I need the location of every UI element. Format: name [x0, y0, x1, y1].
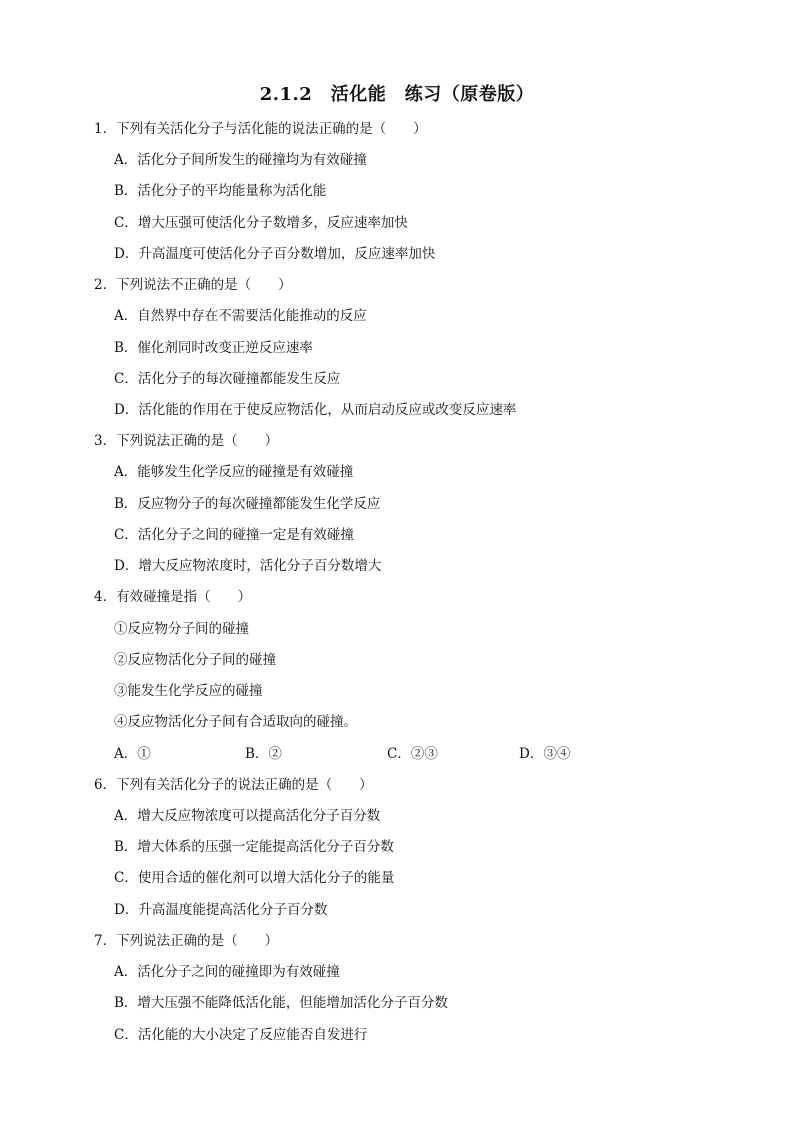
question-6-stem: 6．下列有关活化分子的说法正确的是（ ） — [94, 777, 373, 793]
question-7-stem: 7．下列说法正确的是（ ） — [94, 933, 279, 949]
question-2-option-c: C．活化分子的每次碰撞都能发生反应 — [114, 371, 341, 387]
question-2-option-d: D．活化能的作用在于使反应物活化，从而启动反应或改变反应速率 — [114, 402, 517, 418]
question-4-item-1: ①反应物分子间的碰撞 — [114, 621, 249, 637]
question-6-option-d: D．升高温度能提高活化分子百分数 — [114, 902, 328, 918]
question-1-option-b: B．活化分子的平均能量称为活化能 — [114, 183, 327, 199]
question-4-choice-b: B．② — [245, 746, 282, 762]
question-7-option-c: C．活化能的大小决定了反应能否自发进行 — [114, 1027, 368, 1043]
question-3-option-a: A．能够发生化学反应的碰撞是有效碰撞 — [114, 464, 354, 480]
question-4-choice-a: A．① — [114, 746, 151, 762]
question-3-stem: 3．下列说法正确的是（ ） — [94, 433, 279, 449]
question-1-stem: 1．下列有关活化分子与活化能的说法正确的是（ ） — [94, 121, 427, 137]
question-1-option-a: A．活化分子间所发生的碰撞均为有效碰撞 — [114, 152, 367, 168]
question-1-option-c: C．增大压强可使活化分子数增多，反应速率加快 — [114, 215, 408, 231]
question-7-option-a: A．活化分子之间的碰撞即为有效碰撞 — [114, 964, 340, 980]
question-4-choice-d: D．③④ — [519, 746, 571, 762]
question-2-option-b: B．催化剂同时改变正逆反应速率 — [114, 340, 313, 356]
question-2-stem: 2．下列说法不正确的是（ ） — [94, 277, 292, 293]
question-4-item-4: ④反应物活化分子间有合适取向的碰撞。 — [114, 714, 357, 730]
question-4-item-2: ②反应物活化分子间的碰撞 — [114, 652, 276, 668]
question-4-item-3: ③能发生化学反应的碰撞 — [114, 683, 263, 699]
question-4-choice-c: C．②③ — [387, 746, 438, 762]
question-2-option-a: A．自然界中存在不需要活化能推动的反应 — [114, 308, 367, 324]
question-6-option-a: A．增大反应物浓度可以提高活化分子百分数 — [114, 808, 381, 824]
question-1-option-d: D．升高温度可使活化分子百分数增加，反应速率加快 — [114, 246, 436, 262]
question-6-option-b: B．增大体系的压强一定能提高活化分子百分数 — [114, 839, 394, 855]
question-3-option-c: C．活化分子之间的碰撞一定是有效碰撞 — [114, 527, 354, 543]
question-4-stem: 4．有效碰撞是指（ ） — [94, 589, 252, 605]
question-3-option-b: B．反应物分子的每次碰撞都能发生化学反应 — [114, 496, 381, 512]
question-7-option-b: B．增大压强不能降低活化能，但能增加活化分子百分数 — [114, 995, 448, 1011]
question-6-option-c: C．使用合适的催化剂可以增大活化分子的能量 — [114, 870, 395, 886]
question-3-option-d: D．增大反应物浓度时，活化分子百分数增大 — [114, 558, 382, 574]
page-title: 2.1.2 活化能 练习（原卷版） — [259, 84, 535, 105]
